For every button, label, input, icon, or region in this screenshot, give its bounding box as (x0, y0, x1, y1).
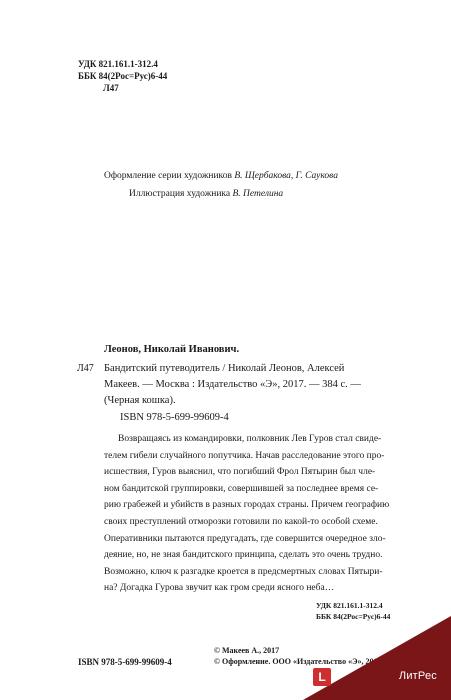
series-credit-prefix: Оформление серии художников (104, 171, 232, 181)
annotation-line: Возможно, ключ к разгадке кроется в предсмертных словах Пятыри- (104, 566, 383, 577)
catalog-description (104, 361, 361, 409)
catalog-author-mark: Л47 (77, 363, 94, 374)
catalog-line: Макеев. — Москва : Издательство «Э», 2017. — 384 с. — (104, 379, 361, 390)
publisher-corner-banner (303, 616, 451, 700)
catalog-isbn: ISBN 978-5-699-99609-4 (120, 412, 229, 423)
annotation-line: Возвращаясь из командировки, полковник Лев Гуров стал свиде- (118, 434, 382, 444)
annotation-line: деяние, но, не зная бандитского принципа, сделать это очень трудно. (104, 550, 383, 561)
litres-logo-text: ЛитРес (398, 670, 437, 682)
litres-logo-icon: L (313, 668, 331, 686)
copyright-author: © Макеев А., 2017 (214, 646, 280, 655)
annotation-line: на? Догадка Гурова звучит как гром среди ясного неба… (104, 583, 335, 594)
udk-code-repeat: УДК 821.161.1-312.4 (316, 601, 383, 610)
annotation-line: Оперативники пытаются предугадать, где совершится очередное зло- (104, 533, 386, 544)
annotation-line: ном бандитской группировки, совершившей за последнее время се- (104, 483, 379, 494)
footer-isbn: ISBN 978-5-699-99609-4 (78, 657, 172, 667)
bbk-code: ББК 84(2Рос=Рус)6-44 (78, 71, 168, 81)
annotation-line: рию грабежей и убийств в разных городах страны. Причем географию (104, 500, 390, 511)
annotation-line: исшествия, Гуров выяснил, что погибший Фрол Пятырин был чле- (104, 467, 376, 478)
annotation-text (104, 431, 389, 597)
catalog-author: Леонов, Николай Иванович. (104, 344, 240, 355)
copyright-design: © Оформление. ООО «Издательство «Э», 2017 (214, 657, 382, 666)
udk-code: УДК 821.161.1-312.4 (78, 59, 158, 69)
illustration-credit-prefix: Иллюстрация художника (129, 189, 231, 199)
annotation-line: своих преступлений отморозки готовили по какой-то особой схеме. (104, 516, 378, 527)
bbk-code-repeat: ББК 84(2Рос=Рус)6-44 (316, 612, 391, 621)
series-design-credit (104, 170, 338, 182)
illustration-credit (129, 188, 283, 200)
series-artists: В. Щербакова, Г. Саукова (234, 171, 338, 181)
catalog-line: (Черная кошка). (104, 395, 176, 406)
illustration-artist: В. Петелина (232, 189, 284, 199)
author-mark-code: Л47 (103, 83, 119, 93)
catalog-line: Бандитский путеводитель / Николай Леонов, Алексей (104, 363, 345, 374)
annotation-line: телем гибели случайного попутчика. Начав расследование этого про- (104, 450, 385, 461)
